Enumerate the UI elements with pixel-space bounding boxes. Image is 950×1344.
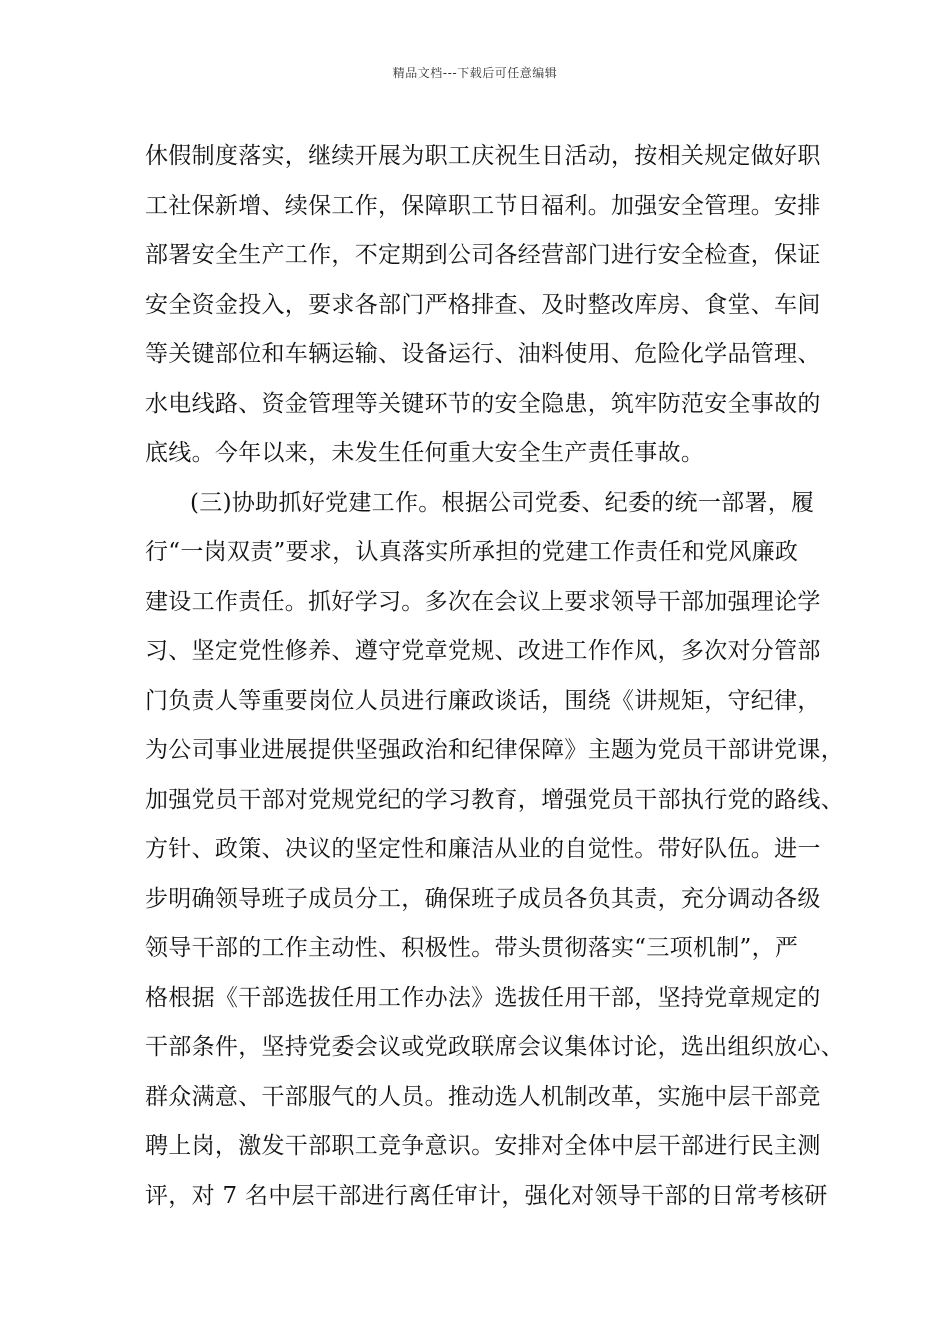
text-line: 底线。今年以来，未发生任何重大安全生产责任事故。 [145,440,705,466]
text-line: 步明确领导班子成员分工，确保班子成员各负其责，充分调动各级 [145,885,821,912]
body-text [145,132,844,1221]
text-line: 安全资金投入，要求各部门严格排查、及时整改库房、食堂、车间 [145,291,821,318]
text-line: 习、坚定党性修养、遵守党章党规、改进工作作风，多次对分管部 [145,638,821,664]
text-line: 群众满意、干部服气的人员。推动选人机制改革，实施中层干部竞 [145,1083,821,1110]
text-line: 加强党员干部对党规党纪的学习教育，增强党员干部执行党的路线、 [145,786,844,813]
text-line: 行“一岗双责”要求，认真落实所承担的党建工作责任和党风廉政 [145,539,799,565]
text-line: 休假制度落实，继续开展为职工庆祝生日活动，按相关规定做好职 [145,143,821,169]
text-line: 领导干部的工作主动性、积极性。带头贯彻落实“三项机制”，严 [145,935,799,961]
text-line: 干部条件，坚持党委会议或党政联席会议集体讨论，选出组织放心、 [145,1034,844,1060]
text-line: 门负责人等重要岗位人员进行廉政谈话，围绕《讲规矩，守纪律， [145,687,821,714]
paragraph-start-line: (三)协助抓好党建工作。根据公司党委、纪委的统一部署，履 [190,489,815,516]
text-line: 工社保新增、续保工作，保障职工节日福利。加强安全管理。安排 [145,192,821,219]
text-line: 格根据《干部选拔任用工作办法》选拔任用干部，坚持党章规定的 [145,984,821,1011]
text-line: 为公司事业进展提供坚强政治和纪律保障》主题为党员干部讲党课， [145,737,844,763]
text-line: 方针、政策、决议的坚定性和廉洁从业的自觉性。带好队伍。进一 [145,836,821,862]
text-line: 水电线路、资金管理等关键环节的安全隐患，筑牢防范安全事故的 [145,390,821,417]
text-line: 等关键部位和车辆运输、设备运行、油料使用、危险化学品管理、 [145,341,821,367]
page-header: 精品文档---下载后可任意编辑 [392,66,558,80]
text-line: 建设工作责任。抓好学习。多次在会议上要求领导干部加强理论学 [145,588,821,615]
text-line: 评，对 7 名中层干部进行离任审计，强化对领导干部的日常考核研 [145,1182,828,1209]
text-line: 部署安全生产工作，不定期到公司各经营部门进行安全检查，保证 [145,242,821,268]
text-line: 聘上岗，激发干部职工竞争意识。安排对全体中层干部进行民主测 [145,1133,821,1159]
